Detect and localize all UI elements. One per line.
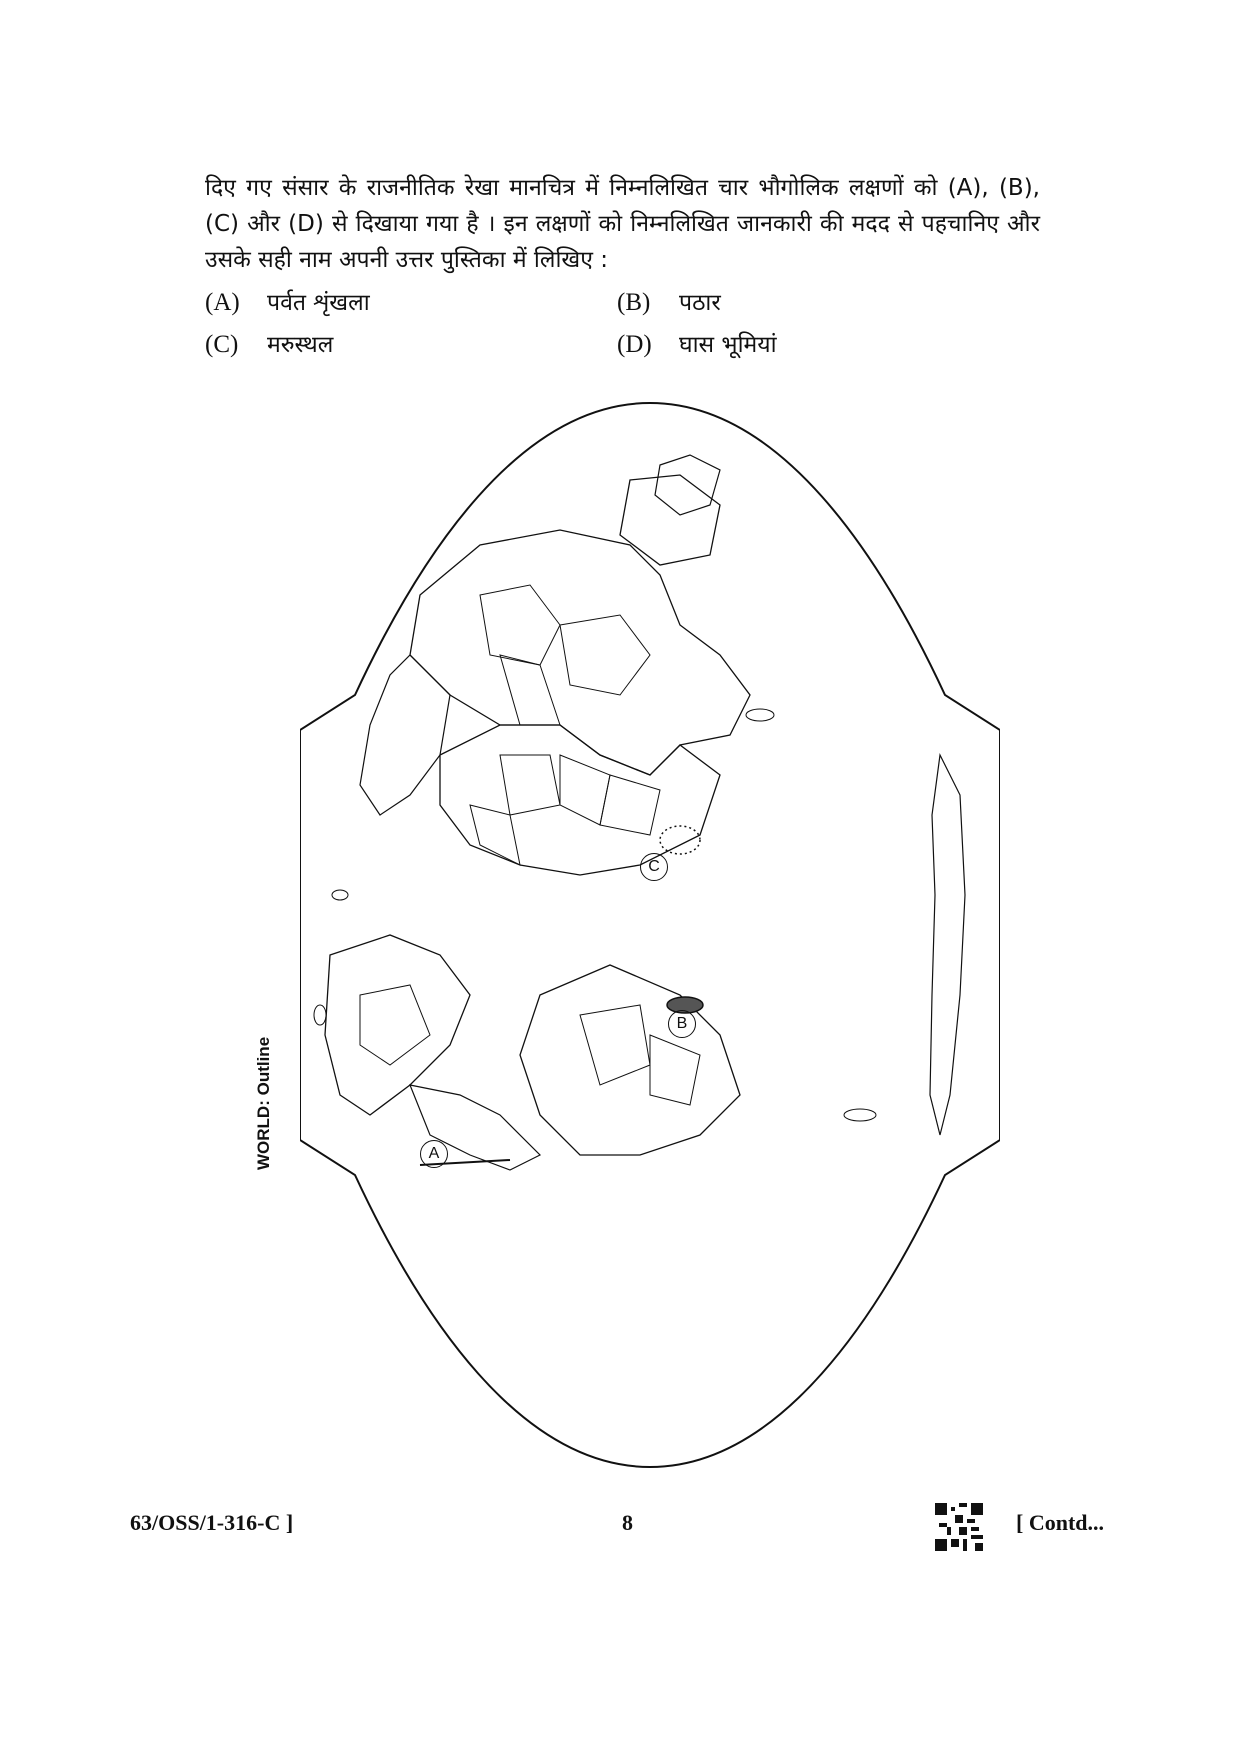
options-list <box>205 282 1040 366</box>
option-c-label: मरुस्थल <box>267 332 334 358</box>
option-d-letter: (D) <box>617 331 652 358</box>
landmass-antarctica <box>930 755 965 1135</box>
landmass-south-america-inner-1 <box>580 1005 650 1085</box>
landmass-asia-inner-2 <box>560 615 650 695</box>
landmass-south-america <box>520 965 740 1155</box>
question-text: दिए गए संसार के राजनीतिक रेखा मानचित्र में निम्नलिखित चार भौगोलिक लक्षणों को (A), (B), (C) और (D) से दिखाया गया है । इन लक्षणों को निम्नलिखित जानकारी की मदद से पहचानिए और उसके सही नाम अपनी उत्तर पुस्तिका में लिखिए : <box>205 175 1040 273</box>
world-map <box>300 395 1000 1475</box>
landmass-asia-inner-3 <box>500 655 560 725</box>
option-a <box>205 282 617 324</box>
landmass-africa-inner-1 <box>500 755 560 815</box>
world-map-svg <box>300 395 1000 1475</box>
marker-b: B <box>668 1010 696 1038</box>
landmass-asia-inner-1 <box>480 585 560 665</box>
landmass-africa <box>440 725 720 875</box>
landmass-south-america-inner-2 <box>650 1035 700 1105</box>
options-row-2 <box>205 324 1040 366</box>
landmass-north-america <box>325 935 470 1115</box>
marker-c-shading <box>660 826 700 854</box>
option-b-label: पठार <box>679 290 721 316</box>
option-a-label: पर्वत शृंखला <box>267 290 370 316</box>
map-frame <box>300 403 1000 1467</box>
landmass-greenland <box>655 455 720 515</box>
landmass-europe <box>360 655 450 815</box>
qr-code-icon <box>935 1503 983 1551</box>
island-4 <box>314 1005 326 1025</box>
footer-contd: [ Contd... <box>1016 1510 1105 1535</box>
marker-a: A <box>420 1140 448 1168</box>
landmass-australia <box>620 475 720 565</box>
landmass-asia <box>410 530 750 775</box>
island-2 <box>844 1109 876 1121</box>
island-1 <box>746 709 774 721</box>
marker-c: C <box>640 853 668 881</box>
option-a-letter: (A) <box>205 289 240 316</box>
option-b-letter: (B) <box>617 289 651 316</box>
map-caption: WORLD: Outline <box>254 1036 273 1170</box>
footer-page-number: 8 <box>622 1510 633 1535</box>
landmass-africa-inner-3 <box>600 775 660 835</box>
landmass-north-america-inner <box>360 985 430 1065</box>
option-c <box>205 324 617 366</box>
option-d-label: घास भूमियां <box>679 332 777 358</box>
option-b <box>617 282 1029 324</box>
options-row-1 <box>205 282 1040 324</box>
island-3 <box>332 890 348 900</box>
option-d <box>617 324 1029 366</box>
option-c-letter: (C) <box>205 331 239 358</box>
footer-paper-code: 63/OSS/1-316-C ] <box>130 1510 294 1535</box>
